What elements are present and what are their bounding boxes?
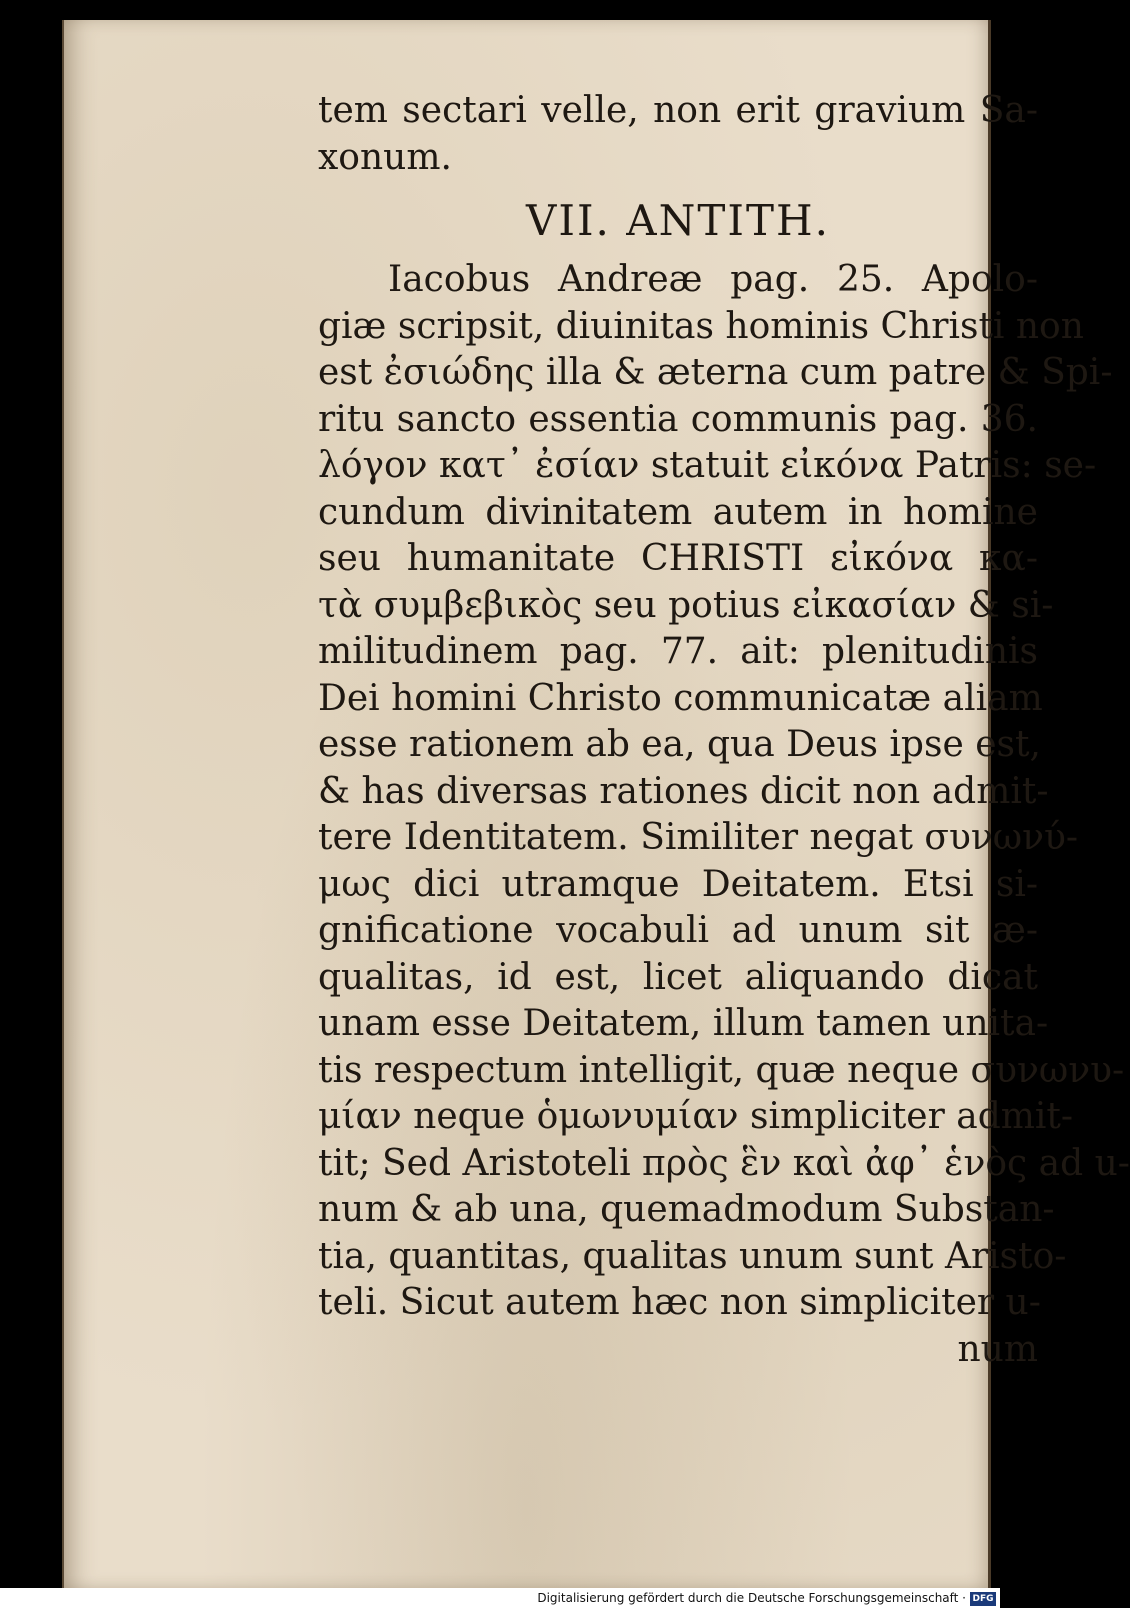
text-line: militudinem pag. 77. ait: plenitudinis (318, 631, 1038, 672)
page-text (318, 88, 1130, 1373)
text-line: λόγον κατ᾽ ἐσίαν statuit εἰκόνα Patris: se- (318, 445, 1097, 486)
catchword: num (957, 1328, 1038, 1370)
digitization-footer (0, 1588, 1000, 1608)
text-line: tia, quantitas, qualitas unum sunt Aristo- (318, 1235, 1067, 1277)
footer-text: Digitalisierung gefördert durch die Deutsche Forschungsgemeinschaft · (537, 1591, 966, 1605)
text-line: Iacobus Andreæ pag. 25. Apolo- (388, 259, 1038, 300)
text-line: τὰ συμβεβικὸς seu potius εἰκασίαν & si- (318, 584, 1054, 626)
text-line: tit; Sed Aristoteli πρὸς ἓν καὶ ἀφ᾽ ἑνὸς ad u- (318, 1142, 1130, 1184)
text-line: num & ab una, quemadmodum Substan- (318, 1189, 1055, 1230)
text-line: giæ scripsit, diuinitas hominis Christi non (318, 305, 1084, 347)
dfg-logo-icon: DFG (970, 1592, 996, 1606)
text-line: unam esse Deitatem, illum tamen unita- (318, 1003, 1049, 1044)
text-line: & has diversas rationes dicit non admit- (318, 770, 1049, 812)
text-line: seu humanitate CHRISTI εἰκόνα κα- (318, 538, 1038, 579)
text-line: μίαν neque ὁμωνυμίαν simpliciter admit- (318, 1096, 1074, 1137)
text-line: tis respectum intelligit, quæ neque συνωνυ- (318, 1049, 1125, 1091)
text-line: cundum divinitatem autem in homine (318, 491, 1038, 533)
text-line: gnificatione vocabuli ad unum sit æ- (318, 910, 1038, 951)
section-heading: VII. ANTITH. (526, 196, 830, 245)
book-page (62, 20, 1130, 1588)
text-line: tere Identitatem. Similiter negat συνωνύ- (318, 817, 1079, 858)
text-line: est ἐσιώδης illa & æterna cum patre & Spi- (318, 352, 1113, 393)
text-line: teli. Sicut autem hæc non simpliciter u- (318, 1282, 1041, 1323)
text-line: μως dici utramque Deitatem. Etsi si- (318, 863, 1038, 905)
text-line: qualitas, id est, licet aliquando dicat (318, 956, 1038, 998)
text-line: tem sectari velle, non erit gravium Sa- (318, 90, 1038, 131)
text-line: esse rationem ab ea, qua Deus ipse est, (318, 724, 1041, 765)
text-line: Dei homini Christo communicatæ aliam (318, 677, 1043, 719)
text-line: ritu sancto essentia communis pag. 36. (318, 398, 1038, 440)
text-line: xonum. (318, 136, 452, 178)
